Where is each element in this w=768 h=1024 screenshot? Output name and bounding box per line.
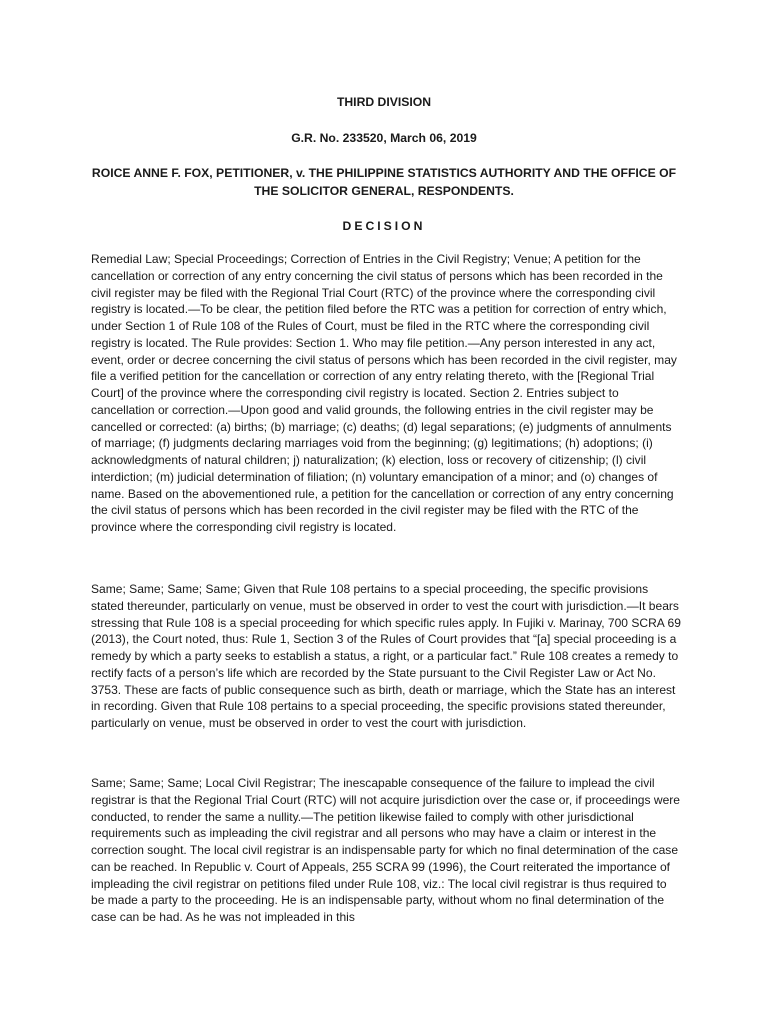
- syllabus-paragraph-jurisdiction: Same; Same; Same; Same; Given that Rule 108 pertains to a special proceeding, the specific provisions stated thereunder, particularly on venue, must be observed in order to vest the court with jurisdiction.—It bears stressing that Rule 108 is a special proceeding for which specific rules apply. In Fujiki v. Marinay, 700 SCRA 69 (2013), the Court noted, thus: Rule 1, Section 3 of the Rules of Court provides that “[a] special proceeding is a remedy by which a party seeks to establish a status, a right, or a particular fact.” Rule 108 creates a remedy to rectify facts of a person’s life which are recorded by the State pursuant to the Civil Register Law or Act No. 3753. These are facts of public consequence such as birth, death or marriage, which the State has an interest in recording. Given that Rule 108 pertains to a special proceeding, the specific provisions stated thereunder, particularly on venue, must be observed in order to vest the court with jurisdiction.: [91, 582, 681, 730]
- syllabus-paragraph-venue: Remedial Law; Special Proceedings; Correction of Entries in the Civil Registry; Venue; A petition for the cancellation or correction of any entry concerning the civil status of persons which has been recorded in the civil register may be filed with the Regional Trial Court (RTC) of the province where the corresponding civil registry is located.—To be clear, the petition filed before the RTC was a petition for correction of entry which, under Section 1 of Rule 108 of the Rules of Court, must be filed in the RTC where the corresponding civil registry is located. The Rule provides: Section 1. Who may file petition.—Any person interested in any act, event, order or decree concerning the civil status of persons which has been recorded in the civil register, may file a verified petition for the cancellation or correction of any entry relating thereto, with the [Regional Trial Court] of the province where the corresponding civil registry is located. Section 2. Entries subject to cancellation or correction.—Upon good and valid grounds, the following entries in the civil register may be cancelled or corrected: (a) births; (b) marriage; (c) deaths; (d) legal separations; (e) judgments of annulments of marriage; (f) judgments declaring marriages void from the beginning; (g) legitimations; (h) adoptions; (i) acknowledgments of natural children; j) naturalization; (k) election, loss or recovery of citizenship; (l) civil interdiction; (m) judicial determination of filiation; (n) voluntary emancipation of a minor; and (o) changes of name. Based on the abovementioned rule, a petition for the cancellation or correction of any entry concerning the civil status of persons which has been recorded in the civil register may be filed with the RTC of the province where the corresponding civil registry is located.: [91, 252, 677, 534]
- syllabus-paragraph-civil-registrar: Same; Same; Same; Local Civil Registrar; The inescapable consequence of the failure to implead the civil registrar is that the Regional Trial Court (RTC) will not acquire jurisdiction over the case or, if proceedings were conducted, to render the same a nullity.—The petition likewise failed to comply with other jurisdictional requirements such as impleading the civil registrar and all persons who may have a claim or interest in the correction sought. The local civil registrar is an indispensable party for which no final determination of the case can be reached. In Republic v. Court of Appeals, 255 SCRA 99 (1996), the Court reiterated the importance of impleading the civil registrar on petitions filed under Rule 108, viz.: The local civil registrar is thus required to be made a party to the proceeding. He is an indispensable party, without whom no final determination of the case can be had. As he was not impleaded in this: [91, 776, 680, 924]
- division-heading: THIRD DIVISION: [336, 95, 432, 109]
- case-number-heading: G.R. No. 233520, March 06, 2019: [291, 131, 477, 145]
- decision-heading: DECISION: [342, 219, 426, 233]
- case-parties-heading: ROICE ANNE F. FOX, PETITIONER, v. THE PHILIPPINE STATISTICS AUTHORITY AND THE OFFICE OF THE SOLICITOR GENERAL, RESPONDENTS.: [91, 166, 677, 198]
